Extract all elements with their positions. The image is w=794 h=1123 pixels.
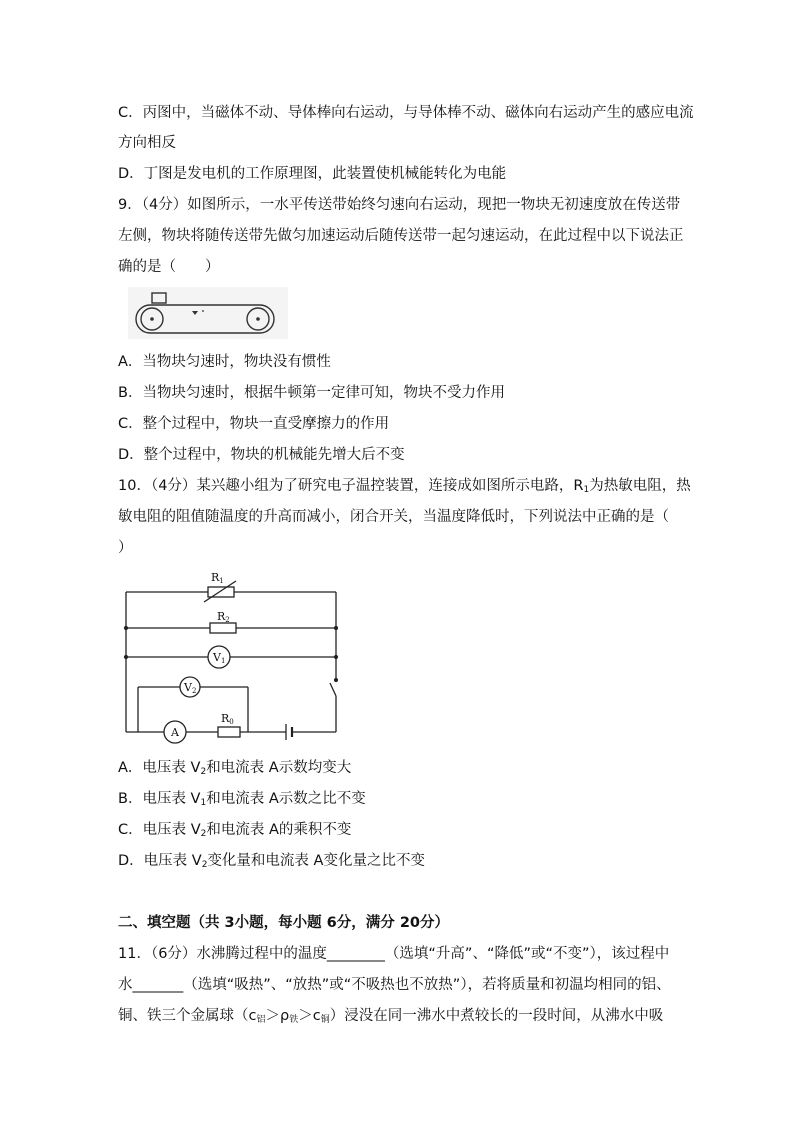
junction-right-r2 <box>334 626 337 629</box>
ammeter-label: A <box>171 726 179 739</box>
q10-option-b: B．电压表 $V_1$和电流表 A示数之比不变 <box>118 791 366 808</box>
r2-label: R2 <box>217 610 230 624</box>
r2-resistor <box>210 623 236 633</box>
q8-option-c-line1: C．丙图中，当磁体不动、导体棒向右运动，与导体棒不动、磁体向右运动产生的感应电流 <box>118 105 694 121</box>
q9-option-a: A．当物块匀速时，物块没有惯性 <box>118 354 331 370</box>
v2-label: V2 <box>184 681 197 695</box>
section-heading: 二、填空题（共 3小题，每小题 6分，满分 20分） <box>118 915 449 931</box>
q10-option-a: A．电压表 $V_2$和电流表 A示数均变大 <box>118 760 352 777</box>
v1-label: V1 <box>213 651 226 665</box>
left-pulley-axle <box>150 317 154 321</box>
junction-left-r2 <box>124 626 127 629</box>
q11-line2: 水_______（选填“吸热”、“放热”或“不吸热也不放热”），若将质量和初温均相同的铝、 <box>118 977 671 993</box>
q9-option-d: D．整个过程中，物块的机械能先增大后不变 <box>118 447 405 463</box>
q8-option-c-line2: 方向相反 <box>118 135 176 151</box>
q10-option-d: D．电压表 $V_2$变化量和电流表 A变化量之比不变 <box>118 853 425 870</box>
q10-option-c: C．电压表 $V_2$和电流表 A的乘积不变 <box>118 822 352 839</box>
right-pulley-axle <box>256 317 260 321</box>
r0-resistor <box>218 727 240 737</box>
q9-option-c: C．整个过程中，物块一直受摩擦力的作用 <box>118 416 390 432</box>
r1-label: R1 <box>211 571 224 585</box>
switch-blade <box>330 683 336 696</box>
circuit-diagram <box>120 568 342 746</box>
q10-stem-line3: ） <box>118 540 133 556</box>
r1-resistor <box>208 587 234 597</box>
q9-stem-line3: 确的是（ ） <box>118 259 220 275</box>
q9-stem-line1: 9．（4分）如图所示，一水平传送带始终匀速向右运动，现把一物块无初速度放在传送带 <box>118 197 681 213</box>
switch-contact <box>334 678 337 681</box>
junction-left-v1 <box>124 655 127 658</box>
q10-stem-line2: 敏电阻的阻值随温度的升高而减小，闭合开关，当温度降低时，下列说法中正确的是（ <box>118 509 669 525</box>
q10-stem-line1: 10．（4分）某兴趣小组为了研究电子温控装置，连接成如图所示电路，$R_1$为热敏电阻，热 <box>118 478 691 495</box>
q9-stem-line2: 左侧，物块将随传送带先做匀加速运动后随传送带一起匀速运动，在此过程中以下说法正 <box>118 228 684 244</box>
q11-line1: 11．（6分）水沸腾过程中的温度________（选填“升高”、“降低”或“不变”），该过程中 <box>118 946 670 962</box>
r0-label: R0 <box>221 712 234 726</box>
q9-option-b: B．当物块匀速时，根据牛顿第一定律可知，物块不受力作用 <box>118 385 505 401</box>
junction-right-v1 <box>334 655 337 658</box>
conveyor-belt-figure <box>128 287 288 339</box>
q8-option-d: D．丁图是发电机的工作原理图，此装置使机械能转化为电能 <box>118 166 507 182</box>
q11-line3: 铜、铁三个金属球$(c_铝>\rho_铁>c_铜)$浸没在同一沸水中煮较长的一段时间，从沸水中吸 <box>118 1008 664 1025</box>
